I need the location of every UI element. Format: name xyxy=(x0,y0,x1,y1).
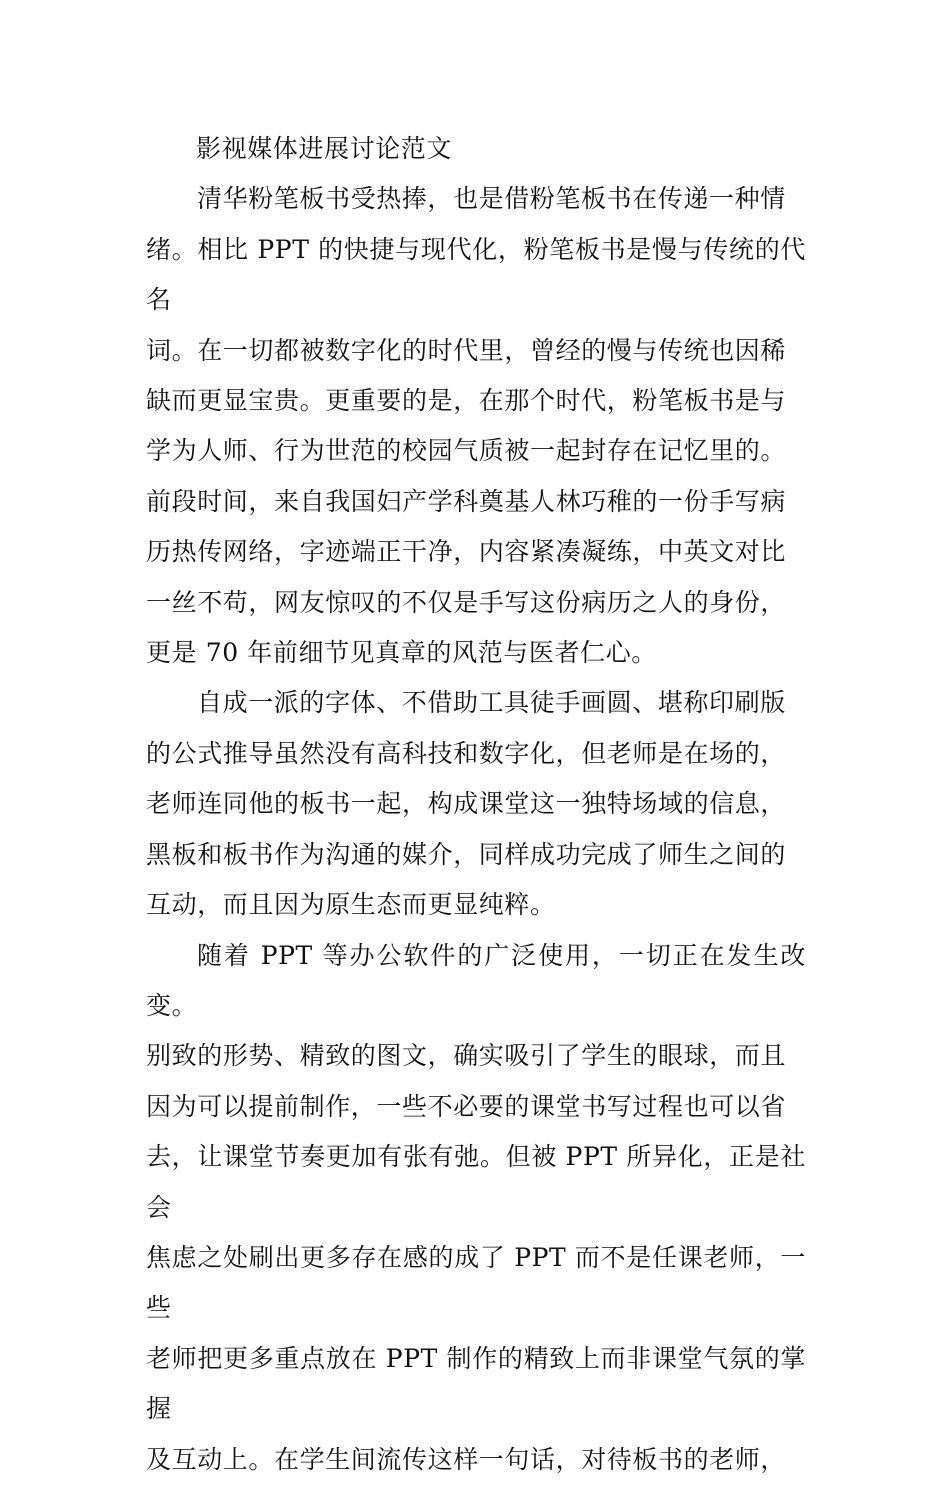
paragraph-2: 自成一派的字体、不借助工具徒手画圆、堪称印刷版 的公式推导虽然没有高科技和数字化，但老师是在场的， 老师连同他的板书一起，构成课堂这一独特场域的信息， 黑板和板书作为沟通的媒介，同样成功完成了师生之间的 互动，而且因为原生态而更显纯粹。 xyxy=(146,688,787,920)
document-body xyxy=(146,124,806,1485)
paragraph-3: 随着 PPT 等办公软件的广泛使用，一切正在发生改变。 别致的形势、精致的图文，确实吸引了学生的眼球，而且 因为可以提前制作，一些不必要的课堂书写过程也可以省 去，让课堂节奏更加有张有弛。但被 PPT 所异化，正是社会 焦虑之处刷出更多存在感的成了 PPT 而不是任课老师，一些 老师把更多重点放在 PPT 制作的精致上而非课堂气氛的掌握 及互动上。在学生间流传这样一句话，对待板书的老师， xyxy=(146,940,806,1474)
document-title: 影视媒体进展讨论范文 xyxy=(196,134,453,163)
paragraph-1: 清华粉笔板书受热捧，也是借粉笔板书在传递一种情 绪。相比 PPT 的快捷与现代化，粉笔板书是慢与传统的代名 词。在一切都被数字化的时代里，曾经的慢与传统也因稀 缺而更显宝贵。更重要的是，在那个时代，粉笔板书是与 学为人师、行为世范的校园气质被一起封存在记忆里的。 前段时间，来自我国妇产学科奠基人林巧稚的一份手写病 历热传网络，字迹端正干净，内容紧凑凝练，中英文对比 一丝不苟，网友惊叹的不仅是手写这份病历之人的身份， 更是 70 年前细节见真章的风范与医者仁心。 xyxy=(146,184,806,668)
